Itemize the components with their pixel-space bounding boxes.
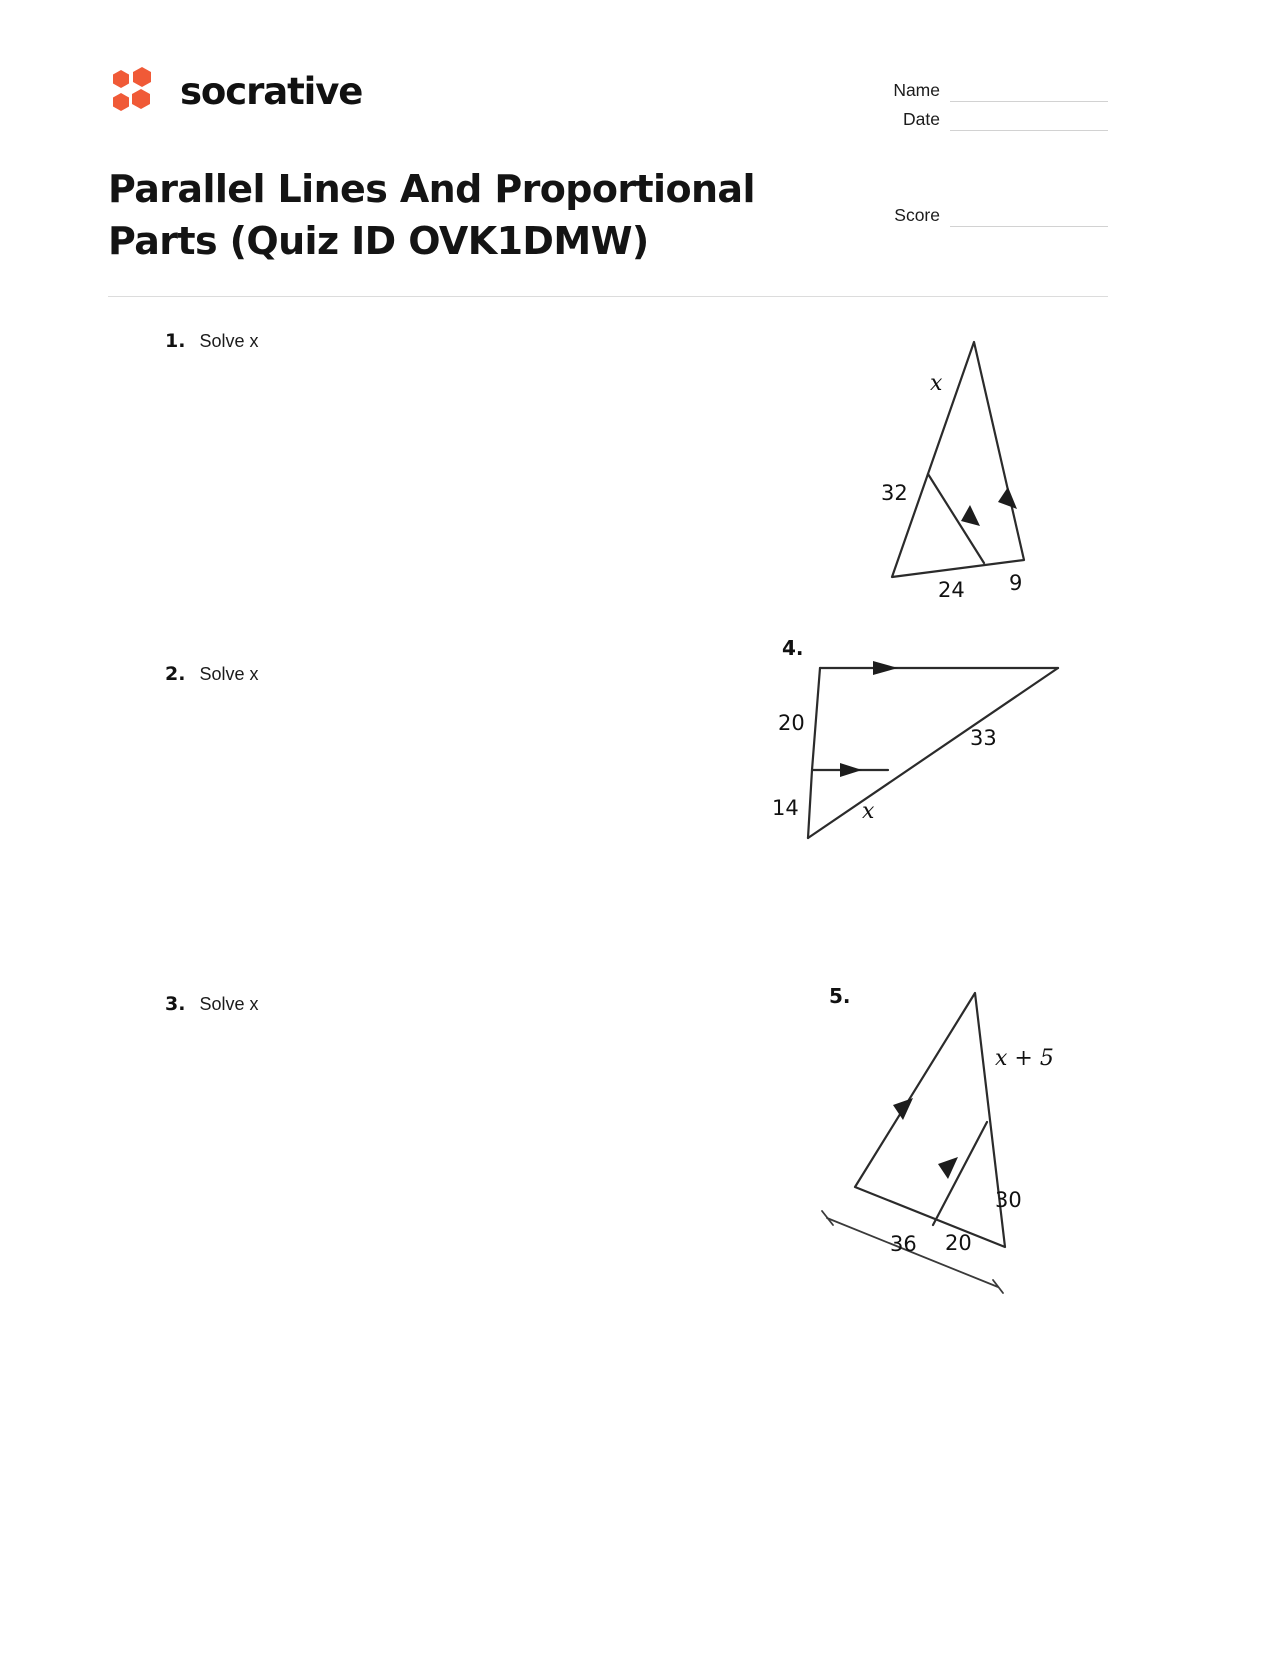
student-info-block — [868, 73, 1108, 227]
name-field-row — [868, 73, 1108, 102]
figure-3 — [815, 975, 1080, 1295]
figure-1-label-24: 24 — [938, 578, 965, 602]
name-input-line[interactable] — [950, 100, 1108, 102]
score-field-row — [868, 198, 1108, 227]
figure-2-label-14: 14 — [772, 796, 799, 820]
figure-3-label-20: 20 — [945, 1231, 972, 1255]
score-label: Score — [894, 204, 940, 225]
score-input-line[interactable] — [950, 225, 1108, 227]
figure-2 — [770, 636, 1080, 855]
figure-2-label-x: x — [862, 799, 875, 824]
figure-3-number: 5. — [829, 984, 851, 1008]
figure-2-label-33: 33 — [970, 726, 997, 750]
hexagon-cluster-icon — [108, 63, 166, 119]
date-label: Date — [903, 108, 940, 129]
figure-1-label-9: 9 — [1009, 571, 1023, 595]
socrative-logo — [108, 63, 362, 119]
question-2-number: 2. — [165, 663, 186, 685]
page-header — [108, 55, 1108, 275]
question-1-prompt: Solve x — [199, 331, 259, 351]
question-3-number: 3. — [165, 993, 186, 1015]
question-1-number: 1. — [165, 330, 186, 352]
figure-2-label-20: 20 — [778, 711, 805, 735]
question-2-prompt: Solve x — [199, 664, 259, 684]
question-1 — [165, 330, 258, 352]
name-label: Name — [893, 79, 940, 100]
figure-1-label-32: 32 — [881, 481, 908, 505]
figure-3-label-36: 36 — [890, 1232, 917, 1256]
figure-2-number: 4. — [782, 636, 804, 660]
question-3 — [165, 993, 258, 1015]
question-3-prompt: Solve x — [199, 994, 259, 1014]
figure-1 — [862, 332, 1112, 602]
header-divider — [108, 296, 1108, 297]
question-2 — [165, 663, 258, 685]
page-title: Parallel Lines And Proportional Parts (Quiz ID OVK1DMW) — [108, 167, 755, 264]
figure-3-label-x-plus-5: x + 5 — [995, 1046, 1054, 1071]
date-field-row — [868, 102, 1108, 131]
date-input-line[interactable] — [950, 129, 1108, 131]
brand-wordmark: socrative — [180, 69, 363, 113]
figure-1-label-x: x — [930, 371, 943, 396]
figure-3-label-30: 30 — [995, 1188, 1022, 1212]
